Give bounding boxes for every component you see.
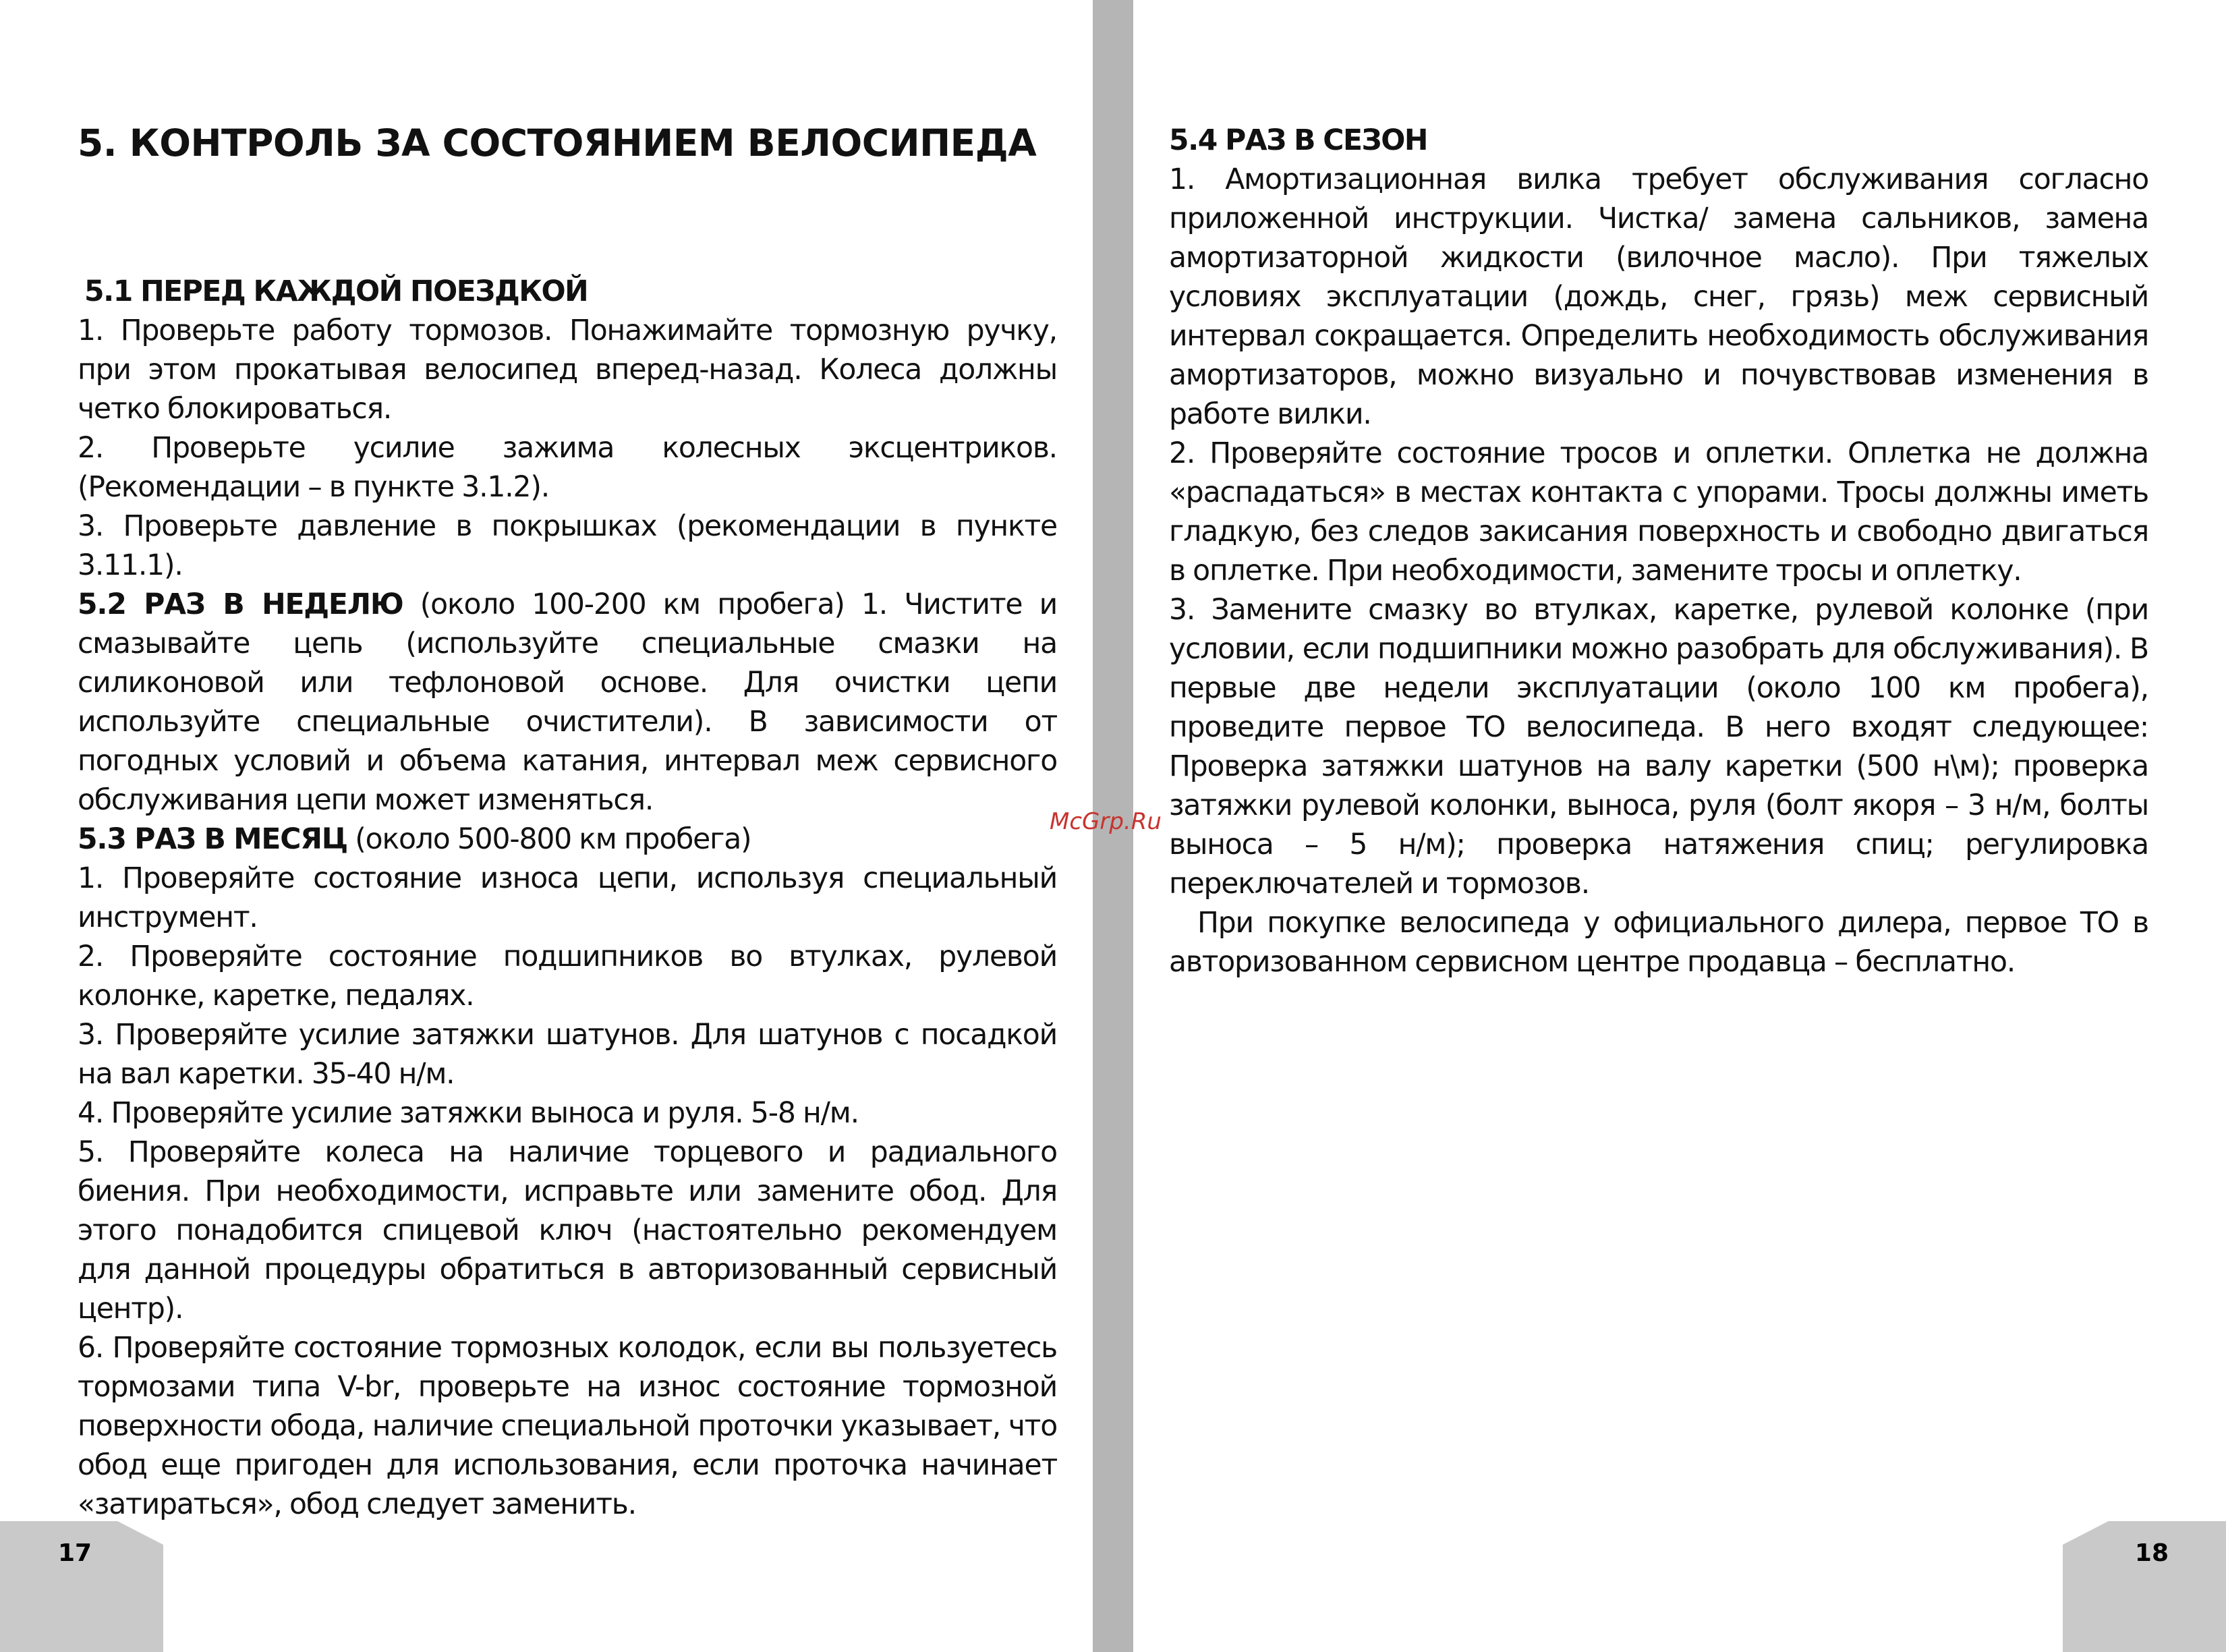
- section-5-4-heading: 5.4 РАЗ В СЕЗОН: [1169, 124, 1427, 157]
- section-5-3-heading-line: [78, 820, 1057, 859]
- left-column: [78, 273, 1057, 1525]
- section-5-2-paragraph: [78, 586, 1057, 820]
- section-5-4-item: 1. Амортизационная вилка требует обслуживания согласно приложенной инструкции. Чистка/ замена сальников, замена амортизаторной жидкости (вилочное масло). При тяжелых условиях эксплуатации (дождь, снег, грязь) меж сервисный интервал сокращается. Определить необходимость обслуживания амортизаторов, можно визуально и почувствовав изменения в работе вилки.: [1169, 163, 2148, 431]
- section-5-1-item: 2. Проверьте усилие зажима колесных эксцентриков. (Рекомендации – в пункте 3.1.2).: [78, 432, 1057, 504]
- page-number-right: 18: [2134, 1539, 2169, 1567]
- page-number-left: 17: [58, 1539, 92, 1567]
- section-5-1-item: 3. Проверьте давление в покрышках (рекомендации в пункте 3.11.1).: [78, 510, 1057, 582]
- section-5-2-heading: 5.2 РАЗ В НЕДЕЛЮ: [78, 588, 403, 621]
- section-5-3-item: 4. Проверяйте усилие затяжки выноса и руля. 5-8 н/м.: [78, 1097, 859, 1130]
- section-5-3-subtitle: (около 500-800 км пробега): [347, 823, 751, 856]
- section-5-3-item: 5. Проверяйте колеса на наличие торцевого и радиального биения. При необходимости, исправьте или замените обод. Для этого понадобится спицевой ключ (настоятельно рекомендуем для данной процедуры обратиться в авторизованный сервисный центр).: [78, 1136, 1057, 1326]
- section-5-4-closing-note: При покупке велосипеда у официального дилера, первое ТО в авторизованном сервисном центре продавца – бесплатно.: [1169, 907, 2148, 979]
- section-5-1-item: 1. Проверьте работу тормозов. Понажимайте тормозную ручку, при этом прокатывая велосипед вперед-назад. Колеса должны четко блокироваться.: [78, 314, 1057, 426]
- section-5-4-item: 2. Проверяйте состояние тросов и оплетки. Оплетка не должна «распадаться» в местах контакта с упорами. Тросы должны иметь гладкую, без следов закисания поверхность и свободно двигаться в оплетке. При необходимости, замените тросы и оплетку.: [1169, 437, 2148, 588]
- section-5-3-item: 3. Проверяйте усилие затяжки шатунов. Для шатунов с посадкой на вал каретки. 35-40 н/м.: [78, 1019, 1057, 1091]
- chapter-title: 5. КОНТРОЛЬ ЗА СОСТОЯНИЕМ ВЕЛОСИПЕДА: [78, 121, 1037, 165]
- section-5-3-heading: 5.3 РАЗ В МЕСЯЦ: [78, 823, 347, 856]
- section-5-4-item: 3. Замените смазку во втулках, каретке, рулевой колонке (при условии, если подшипники можно разобрать для обслуживания). В первые две недели эксплуатации (около 100 км пробега), проведите первое ТО велосипеда. В него входят следующее: Проверка затяжки шатунов на валу каретки (500 н\м); проверка затяжки рулевой колонки, выноса, руля (болт якоря – 3 н/м, болты выноса – 5 н/м); проверка натяжения спиц; регулировка переключателей и тормозов.: [1169, 594, 2148, 901]
- section-5-2-text: (около 100-200 км пробега) 1. Чистите и смазывайте цепь (используйте специальные смазки на силиконовой или тефлоновой основе. Для очистки цепи используйте специальные очистители). В зависимости от погодных условий и объема катания, интервал меж сервисного обслуживания цепи может изменяться.: [78, 588, 1057, 817]
- section-5-1-heading: 5.1 ПЕРЕД КАЖДОЙ ПОЕЗДКОЙ: [84, 275, 588, 308]
- section-5-3-item: 2. Проверяйте состояние подшипников во втулках, рулевой колонке, каретке, педалях.: [78, 940, 1057, 1013]
- right-column: [1169, 121, 2148, 982]
- watermark: McGrp.Ru: [1050, 808, 1162, 835]
- section-5-3-item: 6. Проверяйте состояние тормозных колодок, если вы пользуетесь тормозами типа V-br, проверьте на износ состояние тормозной поверхности обода, наличие специальной проточки указывает, что обод еще пригоден для использования, если проточка начинает «затираться», обод следует заменить.: [78, 1332, 1057, 1521]
- section-5-3-item: 1. Проверяйте состояние износа цепи, используя специальный инструмент.: [78, 862, 1057, 934]
